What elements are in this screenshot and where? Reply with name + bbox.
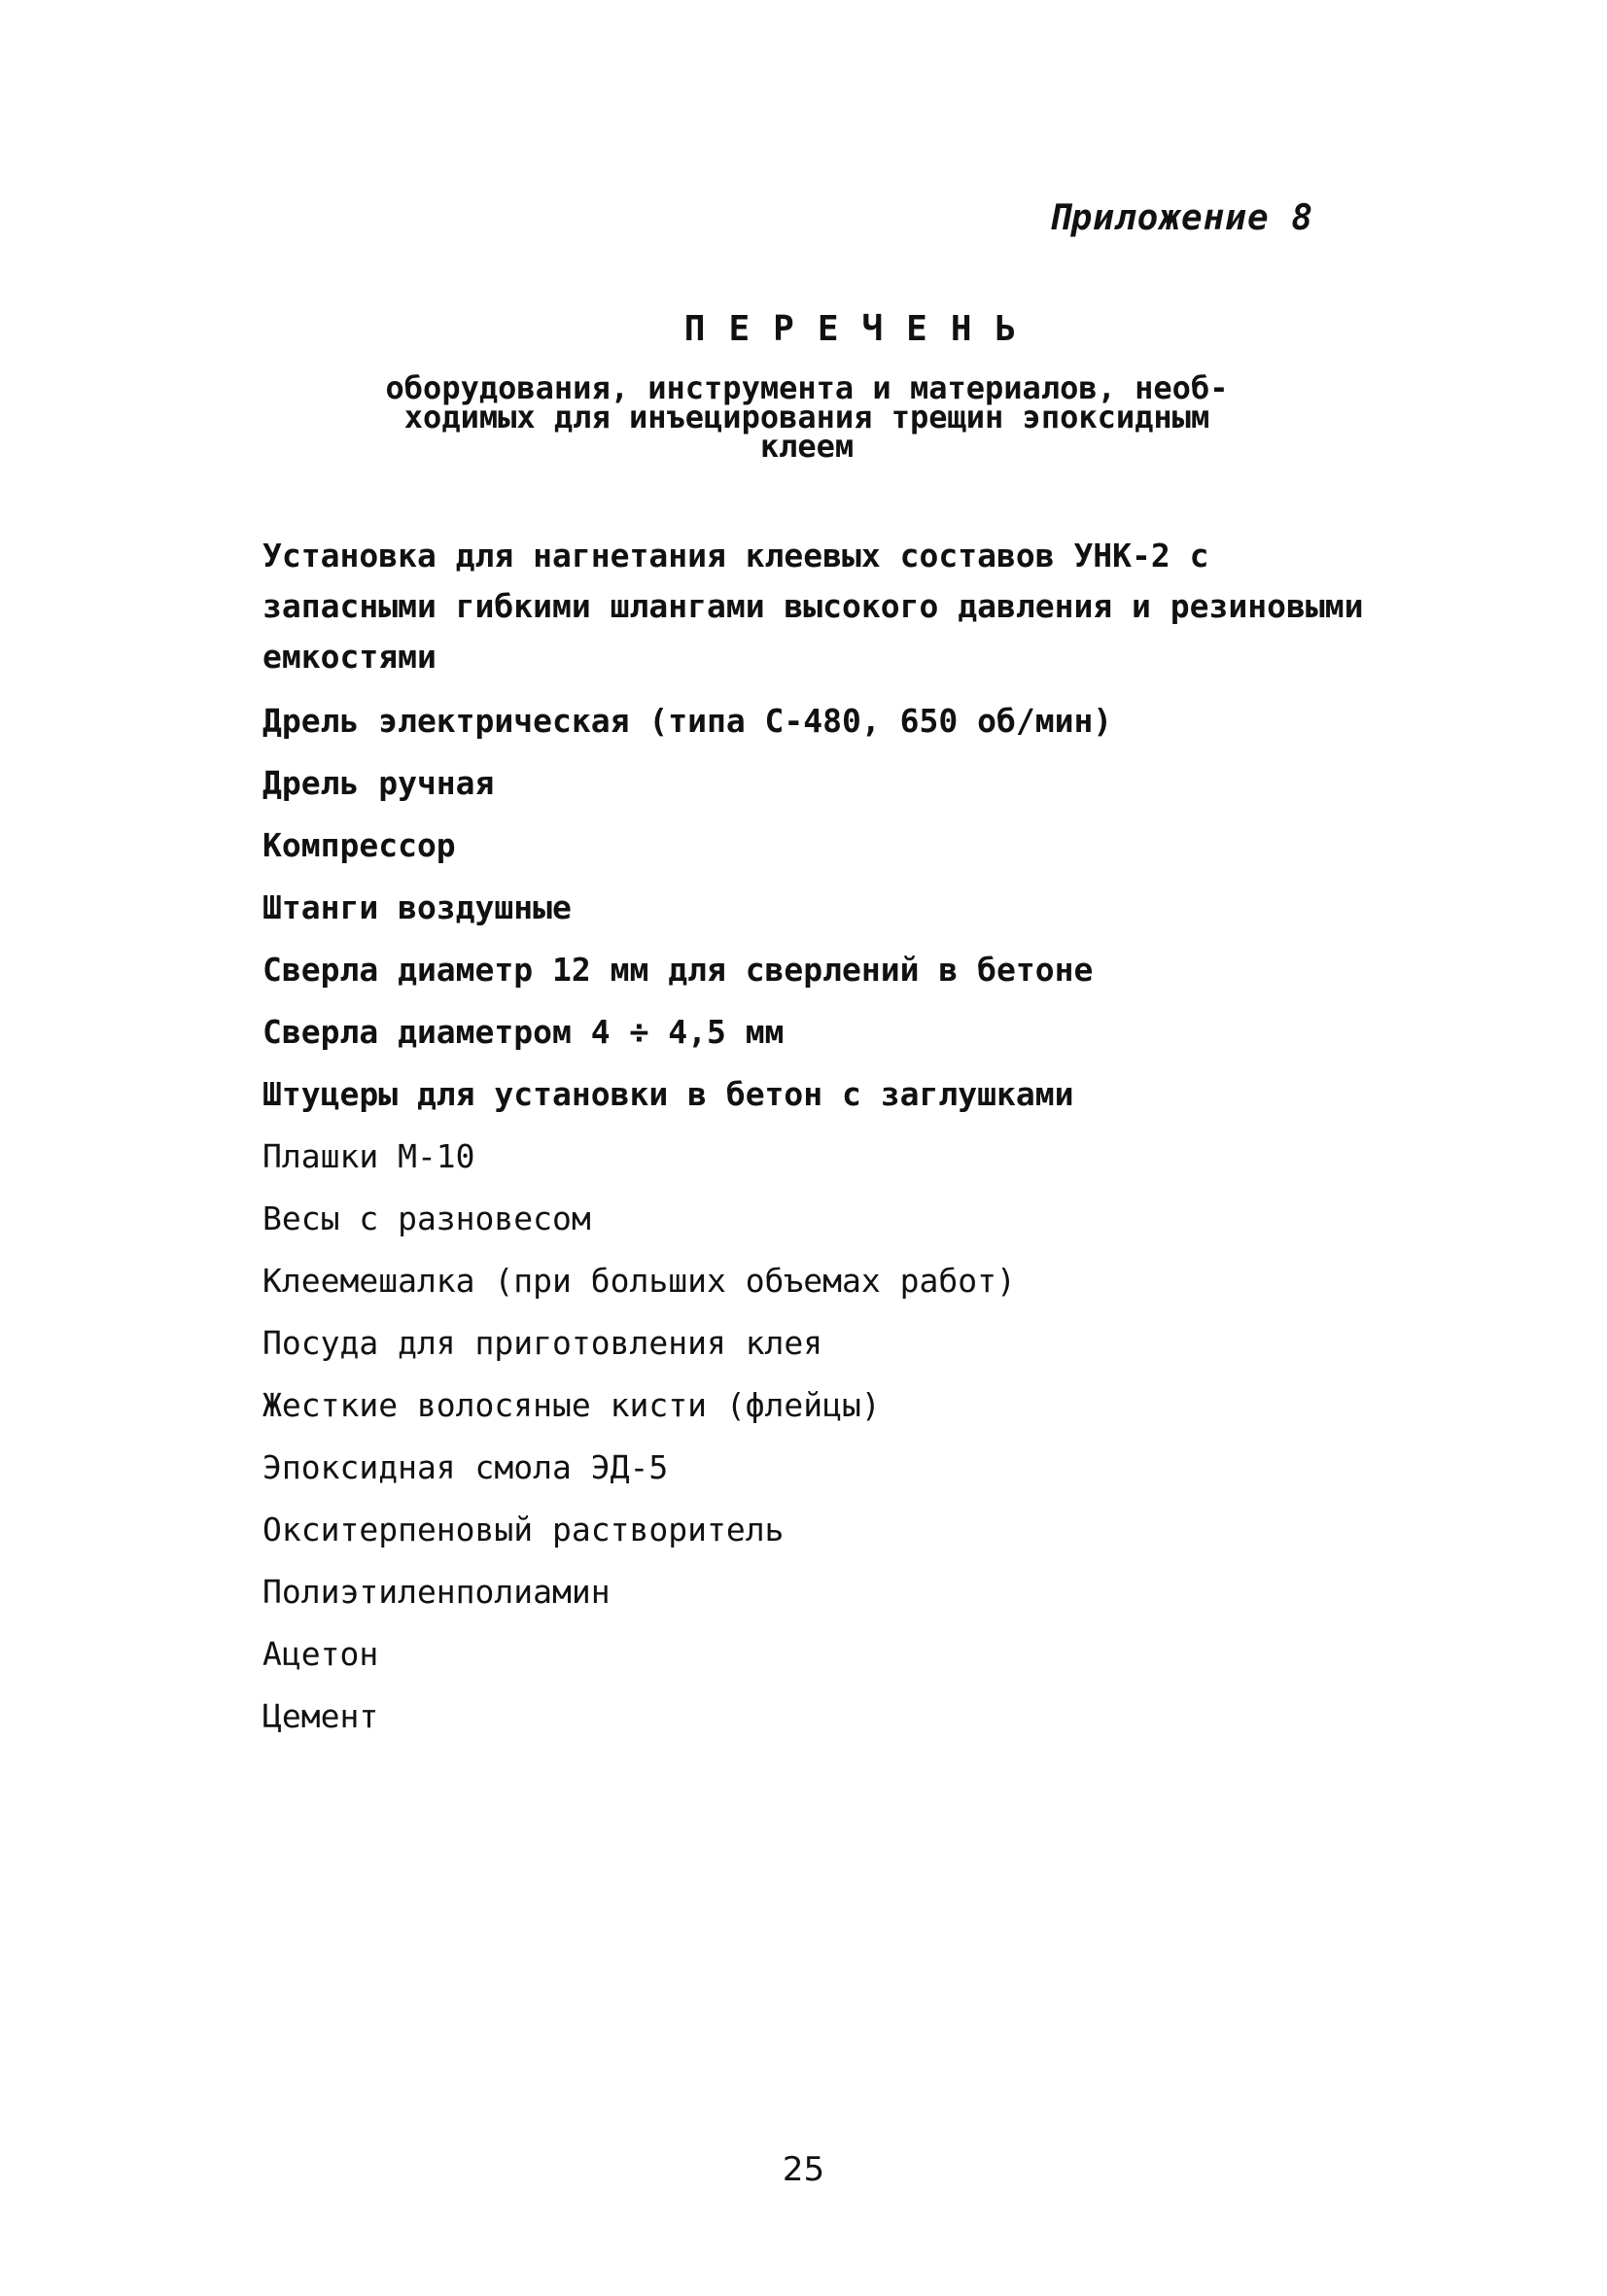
list-item: Штанги воздушные [262,888,572,926]
subtitle-line: ходимых для инъецирования трещин эпоксидным [403,399,1210,435]
equipment-list [262,531,1410,1748]
list-item: Компрессор [262,826,456,864]
page-number: 25 [782,2150,825,2189]
document-title [0,309,1607,349]
document-title-text: ПЕРЕЧЕНЬ [683,309,1040,349]
list-item: Весы с разновесом [262,1200,591,1237]
list-item: Полиэтиленполиамин [262,1573,611,1611]
list-item: Плашки М-10 [262,1137,475,1175]
list-item: Ацетон [262,1635,379,1673]
appendix-label: Приложение 8 [1048,198,1313,238]
list-item: Посуда для приготовления клея [262,1324,823,1362]
list-item: Штуцеры для установки в бетон с заглушками [262,1075,1074,1113]
list-item: Цемент [262,1697,379,1735]
list-item: Клеемешалка (при больших объемах работ) [262,1262,1016,1300]
list-item: Установка для нагнетания клеевых составов УНК-2 с запасными гибкими шлангами высокого давления и резиновыми емкостями [262,537,1364,676]
list-item: Дрель ручная [262,764,495,802]
list-item: Эпоксидная смола ЭД-5 [262,1448,669,1486]
subtitle-line: оборудования, инструмента и материалов, необ- [385,369,1229,406]
list-item: Сверла диаметром 4 ÷ 4,5 мм [262,1013,785,1051]
subtitle-line: клеем [759,428,855,465]
list-item: Дрель электрическая (типа С-480, 650 об/мин) [262,702,1113,740]
list-item: Сверла диаметр 12 мм для сверлений в бетоне [262,951,1094,989]
list-item: Жесткие волосяные кисти (флейцы) [262,1386,881,1424]
document-subtitle [321,369,1293,465]
list-item: Окситерпеновый растворитель [262,1511,785,1548]
